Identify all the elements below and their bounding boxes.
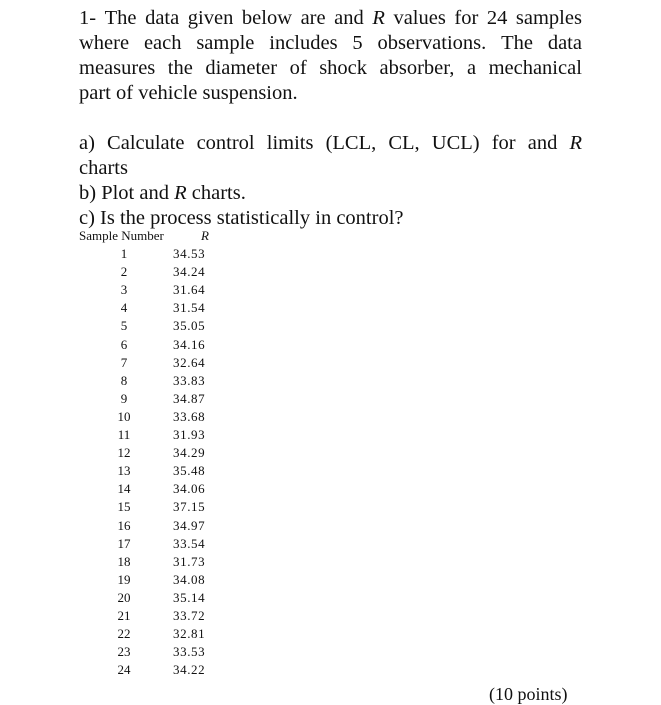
sample-number: 23 — [117, 644, 131, 660]
r-value: 34.16 — [173, 336, 206, 352]
sample-number: 11 — [117, 427, 131, 442]
word: 1- — [79, 7, 97, 29]
word: observations. — [377, 32, 487, 54]
r-value: 32.64 — [173, 354, 206, 370]
sample-number: 8 — [120, 372, 128, 388]
word: R — [569, 132, 582, 154]
sample-number: 21 — [117, 608, 131, 623]
r-value: 34.08 — [173, 571, 206, 587]
word: given — [187, 7, 234, 29]
word: the — [167, 57, 193, 79]
question-line-4: part of vehicle suspension. — [79, 82, 298, 104]
word: limits — [266, 132, 314, 154]
r-value: 31.54 — [173, 300, 206, 316]
word: includes — [269, 32, 338, 54]
question-line-2 — [79, 31, 582, 56]
r-value: 31.64 — [173, 282, 206, 298]
word: 24 — [486, 7, 508, 29]
word: for — [454, 7, 479, 29]
word: values — [393, 7, 446, 29]
r-value: 34.87 — [173, 390, 206, 406]
table-header — [79, 228, 209, 244]
word: The — [501, 32, 533, 54]
word: for — [491, 132, 516, 154]
word: UCL) — [431, 132, 480, 154]
r-value: 34.53 — [173, 246, 206, 261]
word: Calculate — [107, 132, 185, 154]
part-a-line-2: charts — [79, 157, 128, 179]
r-value: 35.48 — [173, 463, 206, 479]
word: data — [547, 32, 582, 54]
sample-number: 16 — [117, 517, 131, 533]
word: of — [289, 57, 307, 79]
sample-number: 7 — [120, 354, 128, 370]
word: where — [79, 32, 130, 54]
r-value: 32.81 — [173, 626, 206, 642]
sample-number: 9 — [120, 390, 128, 406]
word: shock — [319, 57, 368, 79]
word: The — [104, 7, 137, 29]
word: data — [145, 7, 180, 29]
part-b — [79, 181, 246, 206]
r-value: 33.83 — [173, 372, 206, 388]
r-value: 33.54 — [173, 535, 206, 551]
sample-number: 14 — [117, 481, 131, 497]
r-value: 31.93 — [173, 427, 206, 442]
word: below — [241, 7, 293, 29]
r-value: 33.53 — [173, 644, 206, 660]
word: 5 — [352, 32, 363, 54]
part-c: c) Is the process statistically in control? — [79, 207, 404, 229]
word: and — [334, 7, 364, 29]
word: control — [196, 132, 255, 154]
word: a — [466, 57, 477, 79]
r-value: 33.68 — [173, 408, 206, 424]
sample-number: 18 — [117, 553, 131, 569]
sample-number: 19 — [117, 571, 131, 587]
r-value: 31.73 — [173, 553, 206, 569]
word: are — [300, 7, 326, 29]
sample-number: 12 — [117, 445, 131, 461]
sample-number: 13 — [117, 463, 131, 479]
header-r: R — [201, 228, 209, 243]
word: samples — [515, 7, 582, 29]
r-value: 34.29 — [173, 445, 206, 461]
sample-number: 6 — [120, 336, 128, 352]
sample-number: 20 — [117, 589, 131, 605]
sample-number: 2 — [120, 264, 128, 280]
points-label: (10 points) — [489, 684, 568, 704]
part-b-post: charts. — [186, 182, 246, 204]
word: each — [143, 32, 182, 54]
r-value: 34.24 — [173, 264, 206, 280]
sample-number: 3 — [120, 282, 128, 298]
sample-number: 10 — [117, 408, 131, 424]
r-value: 37.15 — [173, 499, 206, 515]
r-value: 34.97 — [173, 517, 206, 533]
word: sample — [196, 32, 255, 54]
word: absorber, — [379, 57, 455, 79]
r-value: 35.14 — [173, 589, 206, 605]
word: measures — [79, 57, 156, 79]
header-sample-number: Sample Number — [79, 228, 164, 243]
sample-number: 17 — [117, 535, 131, 551]
word: diameter — [205, 57, 278, 79]
word: (LCL, — [325, 132, 377, 154]
part-b-variable: R — [174, 182, 187, 204]
sample-number: 4 — [120, 300, 128, 316]
word: mechanical — [488, 57, 582, 79]
word: CL, — [388, 132, 420, 154]
sample-number: 15 — [117, 499, 131, 515]
sample-number: 5 — [120, 318, 128, 334]
part-b-pre: b) Plot and — [79, 182, 175, 204]
r-value: 35.05 — [173, 318, 206, 334]
sample-number: 1 — [120, 246, 128, 261]
sample-number: 22 — [117, 626, 131, 642]
r-value: 34.22 — [173, 662, 206, 678]
r-value: 33.72 — [173, 608, 206, 623]
word: a) — [79, 132, 95, 154]
word: and — [527, 132, 558, 154]
question-line-1 — [79, 6, 582, 31]
part-a-line-1 — [79, 131, 582, 156]
question-line-3 — [79, 56, 582, 81]
sample-number: 24 — [117, 662, 131, 678]
word: R — [372, 7, 385, 29]
r-value: 34.06 — [173, 481, 206, 497]
